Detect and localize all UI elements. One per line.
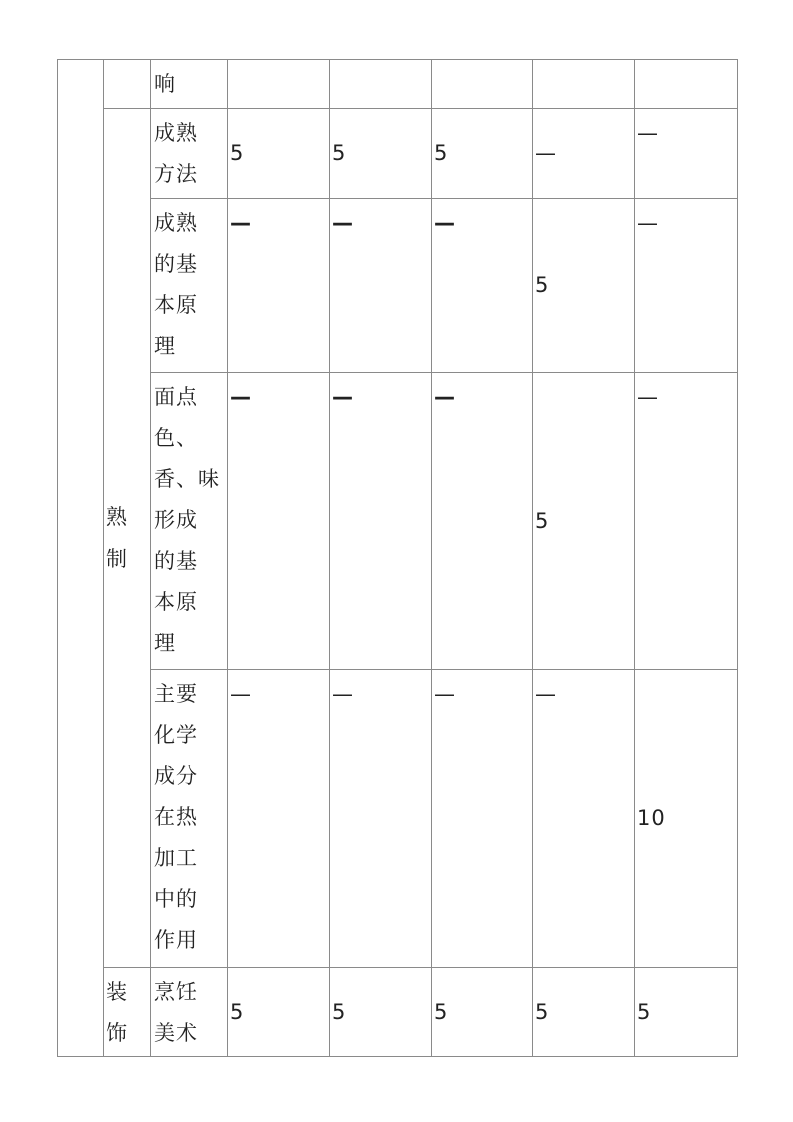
score-table [57, 59, 738, 1057]
score-cell [228, 199, 330, 373]
score-cell: 5 [228, 968, 330, 1057]
score-dash: — [332, 385, 354, 409]
table-row [58, 199, 738, 373]
category-cell-shuzhi [104, 109, 151, 968]
score-cell: 5 [330, 109, 432, 199]
score-dash: — [434, 385, 456, 409]
score-cell: — [635, 373, 738, 670]
item-cell: 成熟 方法 [151, 109, 228, 199]
item-cell: 面点 色、 香、味 形成 的基 本原 理 [151, 373, 228, 670]
table-row [58, 373, 738, 670]
score-cell [432, 199, 533, 373]
score-dash: — [230, 211, 252, 235]
score-cell: 10 [635, 670, 738, 968]
score-cell: — [635, 109, 738, 199]
score-cell: — [533, 109, 635, 199]
item-cell: 响 [151, 60, 228, 109]
table-row [58, 968, 738, 1057]
score-cell: 5 [533, 968, 635, 1057]
table-row [58, 109, 738, 199]
score-dash: — [434, 211, 456, 235]
table-row [58, 670, 738, 968]
score-cell: 5 [228, 109, 330, 199]
category-blank-cell [104, 60, 151, 109]
score-cell: — [228, 670, 330, 968]
table-row [58, 60, 738, 109]
item-cell: 主要 化学 成分 在热 加工 中的 作用 [151, 670, 228, 968]
score-cell [330, 373, 432, 670]
category-label: 装 饰 [106, 980, 128, 1045]
score-cell [533, 60, 635, 109]
score-cell: — [432, 670, 533, 968]
score-cell: 5 [432, 109, 533, 199]
score-cell: 5 [635, 968, 738, 1057]
score-cell [635, 60, 738, 109]
outer-blank-cell [58, 60, 104, 1057]
score-cell [330, 199, 432, 373]
category-label: 熟 制 [106, 505, 128, 571]
item-cell: 烹饪 美术 [151, 968, 228, 1057]
score-cell: 5 [330, 968, 432, 1057]
score-cell: — [330, 670, 432, 968]
score-cell [228, 373, 330, 670]
score-dash: — [230, 385, 252, 409]
score-dash: — [332, 211, 354, 235]
category-cell-zhuangshi [104, 968, 151, 1057]
score-cell: — [533, 670, 635, 968]
score-cell [432, 60, 533, 109]
score-cell: — [635, 199, 738, 373]
score-cell [330, 60, 432, 109]
score-cell: 5 [533, 373, 635, 670]
item-cell: 成熟 的基 本原 理 [151, 199, 228, 373]
score-cell: 5 [432, 968, 533, 1057]
score-cell [228, 60, 330, 109]
score-cell [432, 373, 533, 670]
score-cell: 5 [533, 199, 635, 373]
